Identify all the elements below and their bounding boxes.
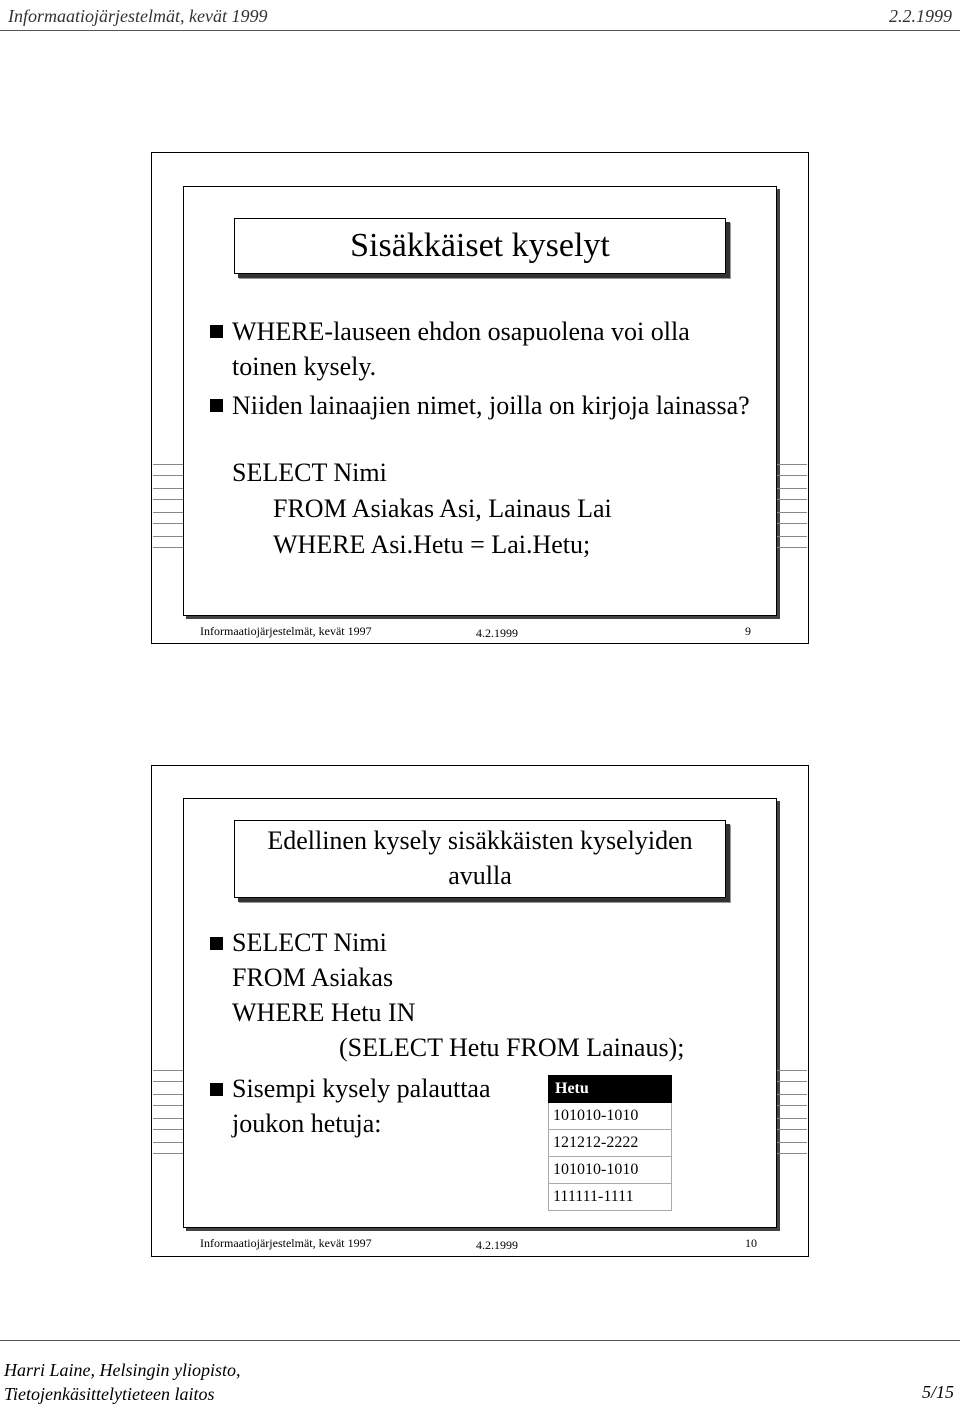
table-row xyxy=(549,1157,672,1184)
slide-9-title xyxy=(234,218,726,274)
slide-9-footer-course: Informaatiojärjestelmät, kevät 1997 xyxy=(200,624,372,638)
table-cell: 101010-1010 xyxy=(549,1103,672,1130)
tick-mark xyxy=(777,464,807,476)
table-cell: 101010-1010 xyxy=(549,1157,672,1184)
hetu-table xyxy=(548,1075,672,1211)
table-row xyxy=(549,1103,672,1130)
table-cell: 111111-1111 xyxy=(549,1184,672,1211)
slide-10-bullet-2a: Sisempi kysely palauttaa xyxy=(232,1074,491,1103)
tick-mark xyxy=(777,512,807,524)
bullet-square-icon xyxy=(210,1083,223,1096)
tick-mark xyxy=(153,1118,183,1130)
page-footer-author xyxy=(4,1358,241,1406)
slide-10-footer-page: 10 xyxy=(745,1236,757,1250)
slide-9-footer-date: 4.2.1999 xyxy=(476,626,518,640)
tick-mark xyxy=(153,464,183,476)
tick-mark xyxy=(153,1070,183,1082)
bullet-square-icon xyxy=(210,325,223,338)
tick-mark xyxy=(153,1094,183,1106)
tick-mark xyxy=(153,488,183,500)
page-footer-line-1: Harri Laine, Helsingin yliopisto, xyxy=(4,1360,241,1380)
tick-mark xyxy=(777,1094,807,1106)
slide-9-sql-line-1: SELECT Nimi xyxy=(232,458,387,487)
bullet-square-icon xyxy=(210,937,223,950)
slide-9-footer-page: 9 xyxy=(745,624,751,638)
table-row xyxy=(549,1130,672,1157)
slide-10-title-line-1: Edellinen kysely sisäkkäisten kyselyiden xyxy=(267,826,693,855)
tick-mark xyxy=(153,536,183,548)
table-cell: 121212-2222 xyxy=(549,1130,672,1157)
table-row xyxy=(549,1184,672,1211)
page-header-course: Informaatiojärjestelmät, kevät 1999 xyxy=(8,6,268,26)
tick-mark xyxy=(153,1142,183,1154)
table-header-hetu: Hetu xyxy=(549,1076,672,1103)
slide-10-title xyxy=(234,820,726,898)
slide-9-sql-line-2: FROM Asiakas Asi, Lainaus Lai xyxy=(273,494,612,523)
header-divider xyxy=(0,30,960,31)
table-header-row xyxy=(549,1076,672,1103)
footer-divider xyxy=(0,1340,960,1341)
tick-mark xyxy=(777,1118,807,1130)
slide-9-bullet-1b: toinen kysely. xyxy=(232,352,377,381)
slide-9-title-text: Sisäkkäiset kyselyt xyxy=(350,227,610,264)
slide-9-bullet-2: Niiden lainaajien nimet, joilla on kirjoja lainassa? xyxy=(232,391,750,420)
slide-10-sql-line-1: SELECT Nimi xyxy=(232,928,387,957)
page-header-date: 2.2.1999 xyxy=(889,6,952,26)
slide-10-sql-line-2: FROM Asiakas xyxy=(232,963,394,992)
slide-9-sql-line-3: WHERE Asi.Hetu = Lai.Hetu; xyxy=(273,530,591,559)
slide-10-sql-line-4: (SELECT Hetu FROM Lainaus); xyxy=(339,1033,685,1062)
slide-10-title-line-2: avulla xyxy=(448,861,512,890)
page-footer-page-number: 5/15 xyxy=(921,1382,954,1402)
tick-mark xyxy=(777,1070,807,1082)
tick-mark xyxy=(777,536,807,548)
tick-mark xyxy=(777,488,807,500)
bullet-square-icon xyxy=(210,399,223,412)
slide-10-footer-course: Informaatiojärjestelmät, kevät 1997 xyxy=(200,1236,372,1250)
slide-10-bullet-2b: joukon hetuja: xyxy=(232,1109,382,1138)
tick-mark xyxy=(153,512,183,524)
slide-10-footer-date: 4.2.1999 xyxy=(476,1238,518,1252)
slide-9-bullet-1a: WHERE-lauseen ehdon osapuolena voi olla xyxy=(232,317,690,346)
tick-mark xyxy=(777,1142,807,1154)
page-footer-line-2: Tietojenkäsittelytieteen laitos xyxy=(4,1384,215,1404)
slide-10-sql-line-3: WHERE Hetu IN xyxy=(232,998,416,1027)
